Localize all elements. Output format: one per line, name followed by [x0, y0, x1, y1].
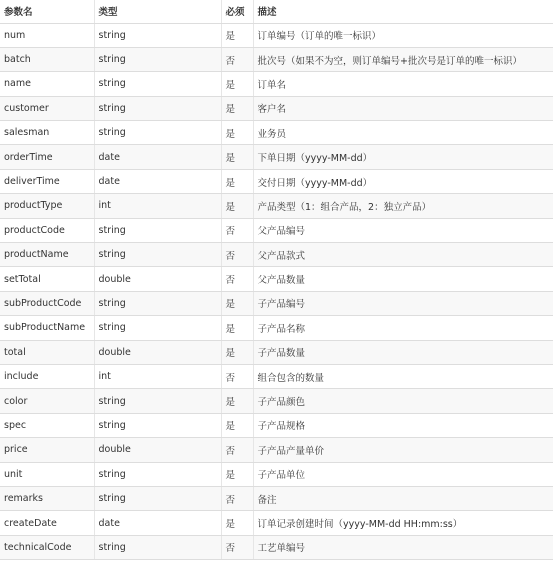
cell-type: int [94, 194, 221, 218]
cell-description: 父产品数量 [253, 267, 553, 291]
table-row [0, 267, 553, 291]
cell-required: 否 [221, 47, 253, 71]
cell-type: int [94, 364, 221, 388]
cell-param-name: name [0, 72, 94, 96]
cell-param-name: remarks [0, 486, 94, 510]
cell-required: 是 [221, 145, 253, 169]
table-row [0, 145, 553, 169]
cell-required: 是 [221, 194, 253, 218]
cell-param-name: productType [0, 194, 94, 218]
cell-description: 子产品名称 [253, 316, 553, 340]
header-type: 类型 [94, 0, 221, 23]
cell-description: 批次号（如果不为空，则订单编号+批次号是订单的唯一标识） [253, 47, 553, 71]
table-row [0, 389, 553, 413]
table-row [0, 364, 553, 388]
cell-type: string [94, 291, 221, 315]
header-param-name: 参数名 [0, 0, 94, 23]
cell-description: 客户名 [253, 96, 553, 120]
cell-required: 否 [221, 267, 253, 291]
table-row [0, 291, 553, 315]
cell-param-name: total [0, 340, 94, 364]
table-row [0, 218, 553, 242]
header-required: 必须 [221, 0, 253, 23]
cell-param-name: deliverTime [0, 169, 94, 193]
cell-type: string [94, 47, 221, 71]
cell-param-name: salesman [0, 121, 94, 145]
table-row [0, 462, 553, 486]
cell-param-name: orderTime [0, 145, 94, 169]
cell-required: 是 [221, 413, 253, 437]
table-row [0, 47, 553, 71]
cell-required: 是 [221, 72, 253, 96]
cell-type: string [94, 486, 221, 510]
cell-type: date [94, 169, 221, 193]
cell-description: 订单记录创建时间（yyyy-MM-dd HH:mm:ss） [253, 511, 553, 535]
table-header [0, 0, 553, 23]
cell-param-name: customer [0, 96, 94, 120]
cell-description: 子产品规格 [253, 413, 553, 437]
cell-required: 是 [221, 389, 253, 413]
cell-description: 子产品颜色 [253, 389, 553, 413]
cell-param-name: spec [0, 413, 94, 437]
cell-required: 是 [221, 291, 253, 315]
cell-description: 父产品款式 [253, 243, 553, 267]
cell-type: double [94, 340, 221, 364]
table-row [0, 243, 553, 267]
cell-required: 是 [221, 169, 253, 193]
cell-param-name: technicalCode [0, 535, 94, 559]
table-row [0, 169, 553, 193]
cell-required: 是 [221, 23, 253, 47]
table-row [0, 511, 553, 535]
cell-param-name: color [0, 389, 94, 413]
table-row [0, 413, 553, 437]
cell-description: 备注 [253, 486, 553, 510]
cell-type: string [94, 96, 221, 120]
cell-param-name: createDate [0, 511, 94, 535]
cell-type: string [94, 389, 221, 413]
cell-param-name: setTotal [0, 267, 94, 291]
cell-description: 业务员 [253, 121, 553, 145]
cell-param-name: num [0, 23, 94, 47]
table-row [0, 194, 553, 218]
cell-type: string [94, 23, 221, 47]
cell-required: 是 [221, 316, 253, 340]
cell-param-name: unit [0, 462, 94, 486]
table-row [0, 96, 553, 120]
cell-required: 否 [221, 486, 253, 510]
cell-type: double [94, 438, 221, 462]
table-row [0, 23, 553, 47]
cell-description: 订单名 [253, 72, 553, 96]
cell-type: string [94, 121, 221, 145]
table-row [0, 316, 553, 340]
cell-type: string [94, 535, 221, 559]
cell-type: string [94, 243, 221, 267]
table-row [0, 340, 553, 364]
cell-description: 子产品编号 [253, 291, 553, 315]
cell-type: string [94, 72, 221, 96]
cell-param-name: productName [0, 243, 94, 267]
cell-type: string [94, 413, 221, 437]
header-description: 描述 [253, 0, 553, 23]
cell-description: 工艺单编号 [253, 535, 553, 559]
cell-required: 是 [221, 96, 253, 120]
cell-description: 子产品产量单价 [253, 438, 553, 462]
cell-description: 交付日期（yyyy-MM-dd） [253, 169, 553, 193]
cell-description: 父产品编号 [253, 218, 553, 242]
cell-required: 是 [221, 462, 253, 486]
cell-required: 否 [221, 218, 253, 242]
cell-type: double [94, 267, 221, 291]
cell-param-name: productCode [0, 218, 94, 242]
cell-type: date [94, 145, 221, 169]
table-row [0, 535, 553, 559]
cell-description: 组合包含的数量 [253, 364, 553, 388]
cell-param-name: subProductCode [0, 291, 94, 315]
cell-description: 产品类型（1：组合产品，2：独立产品） [253, 194, 553, 218]
cell-description: 子产品数量 [253, 340, 553, 364]
table-body [0, 23, 553, 560]
cell-required: 是 [221, 121, 253, 145]
cell-description: 下单日期（yyyy-MM-dd） [253, 145, 553, 169]
cell-param-name: price [0, 438, 94, 462]
cell-description: 订单编号（订单的唯一标识） [253, 23, 553, 47]
cell-required: 否 [221, 438, 253, 462]
cell-required: 是 [221, 340, 253, 364]
table-row [0, 438, 553, 462]
cell-param-name: include [0, 364, 94, 388]
cell-required: 是 [221, 511, 253, 535]
cell-required: 否 [221, 364, 253, 388]
table-row [0, 486, 553, 510]
cell-required: 否 [221, 243, 253, 267]
cell-type: string [94, 316, 221, 340]
cell-param-name: subProductName [0, 316, 94, 340]
table-row [0, 121, 553, 145]
header-row [0, 0, 553, 23]
table-row [0, 72, 553, 96]
cell-param-name: batch [0, 47, 94, 71]
cell-type: date [94, 511, 221, 535]
cell-type: string [94, 218, 221, 242]
cell-type: string [94, 462, 221, 486]
cell-required: 否 [221, 535, 253, 559]
cell-description: 子产品单位 [253, 462, 553, 486]
